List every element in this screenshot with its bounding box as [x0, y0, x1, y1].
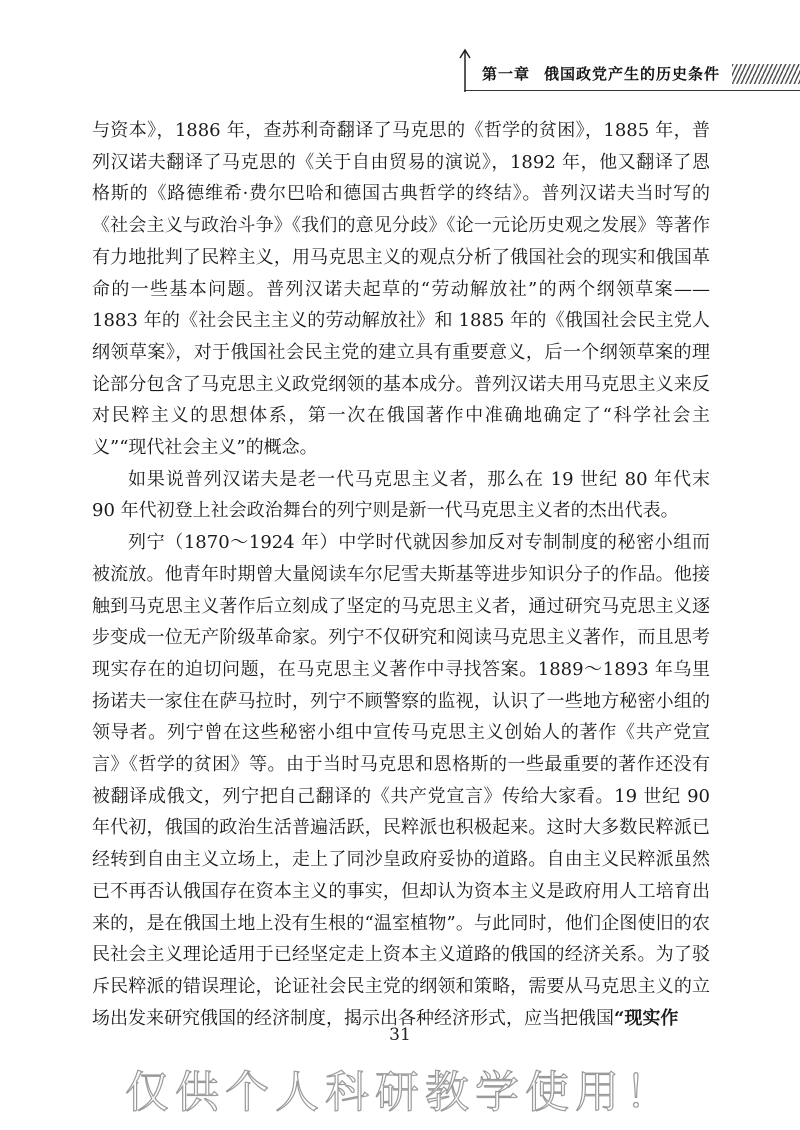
header-decoration [732, 64, 800, 84]
paragraph-2: 如果说普列汉诺夫是老一代马克思主义者，那么在 19 世纪 80 年代末 90 年代初登上社会政治舞台的列宁则是新一代马克思主义者的杰出代表。 [92, 468, 710, 522]
paragraph-1: 与资本》，1886 年，查苏利奇翻译了马克思的《哲学的贫困》，1885 年，普列汉诺夫翻译了马克思的《关于自由贸易的演说》，1892 年，他又翻译了恩格斯的《路德维希·费尔巴哈和德国古典哲学的终结》。普列汉诺夫当时写的《社会主义与政治斗争》《我们的意见分歧》《论一元论历史观之发展》等著作有力地批判了民粹主义，用马克思主义的观点分析了俄国社会的现实和俄国革命的一些基本问题。普列汉诺夫起草的“劳动解放社”的两个纲领草案——1883 年的《社会民主主义的劳动解放社》和 1885 年的《俄国社会民主党人纲领草案》，对于俄国社会民主党的建立具有重要意义，后一个纲领草案的理论部分包含了马克思主义政党纲领的基本成分。普列汉诺夫用马克思主义来反对民粹主义的思想体系，第一次在俄国著作中准确地确定了“科学社会主义”“现代社会主义”的概念。 [92, 120, 710, 459]
body-text [92, 115, 710, 1034]
chapter-title: 俄国政党产生的历史条件 [544, 65, 721, 83]
page-number: 31 [389, 1025, 411, 1045]
paragraph-3 [92, 527, 710, 1034]
watermark: 仅供个人科研教学使用！ [125, 1067, 675, 1118]
header-rule [464, 90, 800, 91]
paragraph-3-text: 列宁（1870～1924 年）中学时代就因参加反对专制制度的秘密小组而被流放。他青年时期曾大量阅读车尔尼雪夫斯基等进步知识分子的作品。他接触到马克思主义著作后立刻成了坚定的马克思主义者，通过研究马克思主义逐步变成一位无产阶级革命家。列宁不仅研究和阅读马克思主义著作，而且思考现实存在的迫切问题，在马克思主义著作中寻找答案。1889～1893 年乌里扬诺夫一家住在萨马拉时，列宁不顾警察的监视，认识了一些地方秘密小组的领导者。列宁曾在这些秘密小组中宣传马克思主义创始人的著作《共产党宣言》《哲学的贫困》等。由于当时马克思和恩格斯的一些最重要的著作还没有被翻译成俄文，列宁把自己翻译的《共产党宣言》传给大家看。19 世纪 90 年代初，俄国的政治生活普遍活跃，民粹派也积极起来。这时大多数民粹派已经转到自由主义立场上，走上了同沙皇政府妥协的道路。自由主义民粹派虽然已不再否认俄国存在资本主义的事实，但却认为资本主义是政府用人工培育出来的，是在俄国土地上没有生根的“温室植物”。与此同时，他们企图使旧的农民社会主义理论适用于已经坚定走上资本主义道路的俄国的经济关系。为了驳斥民粹派的错误理论，论证社会民主党的纲领和策略，需要从马克思主义的立场出发来研究俄国的经济制度，揭示出各种经济形式，应当把俄国 [92, 532, 710, 1029]
header-arrow-icon [458, 48, 472, 94]
bold-quote: “现实作 [614, 1007, 679, 1029]
running-header [482, 63, 720, 84]
chapter-number: 第一章 [482, 65, 531, 83]
